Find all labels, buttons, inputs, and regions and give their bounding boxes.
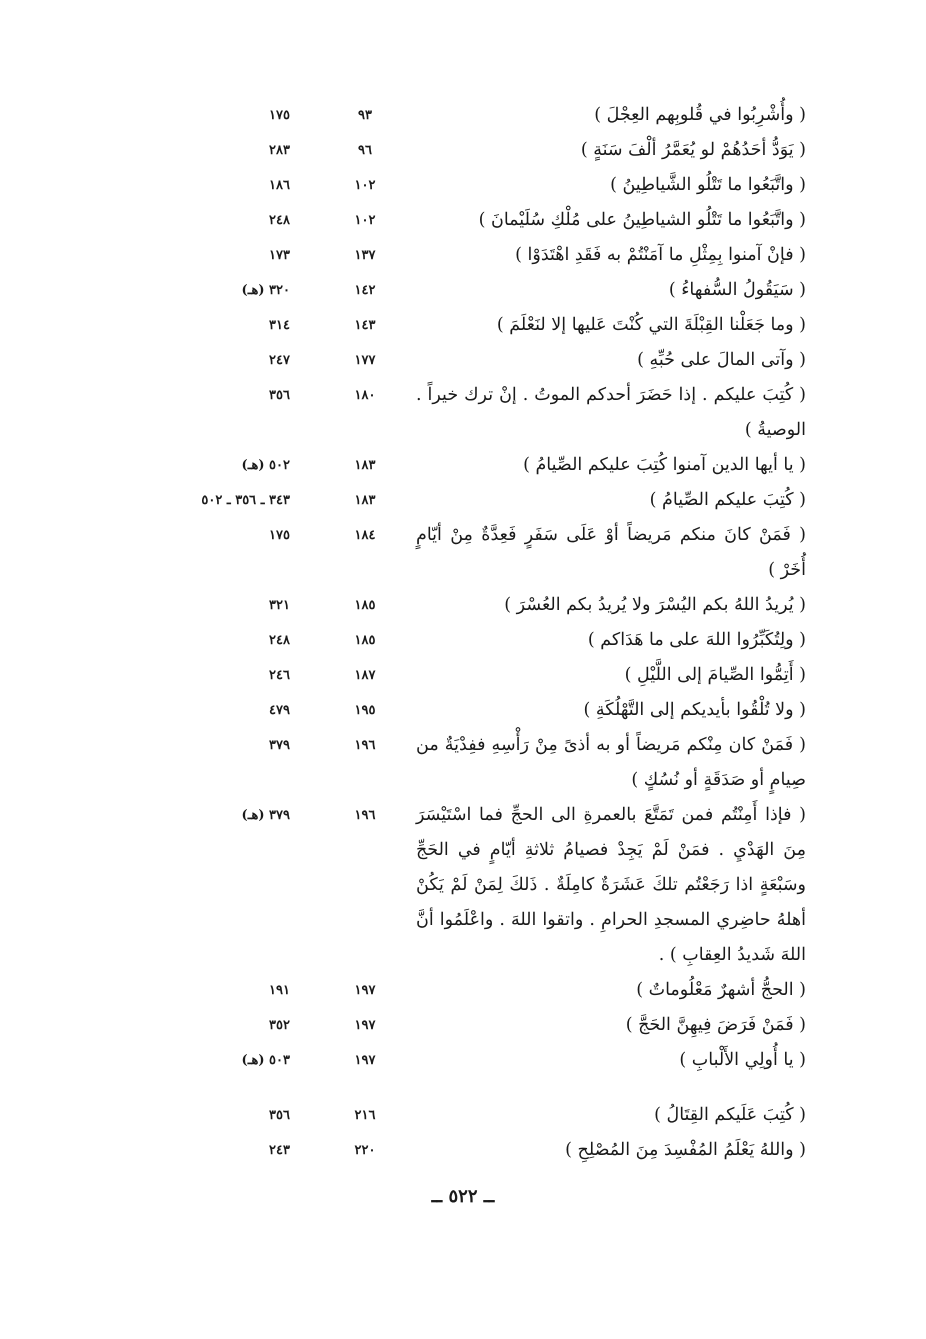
verse-text: ( فإذا أَمِنْتُم فمن تَمَتَّعَ بالعمرةِ الى الحجِّ فما اسْتَيْسَرَ مِنَ الهَدْيِ . فمَنْ لَمْ يَجِدْ فصيامُ ثلاثةِ أيّامٍ في الحَجِّ وسَبْعَةٍ اذا رَجَعْتُم تلكَ عَشَرَةٌ كامِلَةٌ . ذَلكَ لِمَنْ لَمْ يَكُنْ أهلهُ حاضِري المسجدِ الحرامِ . واتقوا اللهَ . واعْلَمُوا أنَّ اللهَ شَديدُ العِقابِ ) . bbox=[416, 805, 806, 965]
verse-text: ( فَمَنْ كان مِنْكم مَريضاً أو به أذىً مِنْ رَأْسِهِ ففِدْيَةٌ من صِيامٍ أو صَدَقَةٍ أو نُسُكٍ ) bbox=[416, 735, 806, 790]
verse-text: ( ولِتُكَبِّرُوا اللهَ على ما هَدَاكم ) bbox=[587, 630, 806, 650]
page-references: ٤٧٩ bbox=[269, 703, 290, 718]
page-references: ٥٠٢ (هـ) bbox=[241, 458, 290, 473]
verse-text: ( وآتى المالَ على حُبِّهِ ) bbox=[637, 350, 806, 370]
ayah-number: ٢٢٠ bbox=[354, 1143, 376, 1158]
verse-text: ( كُتِبَ عَلَيكم القِتَالُ ) bbox=[654, 1105, 806, 1125]
verse-text: ( كُتِبَ عليكم . إذا حَضَرَ أحدكم الموتُ . إنْ ترك خيراً . الوصيةُ ) bbox=[416, 385, 806, 440]
ayah-number: ١٨٣ bbox=[354, 458, 376, 473]
verse-text: ( يا أُولِي الأَلْبابِ ) bbox=[679, 1050, 806, 1070]
ayah-number: ١٠٢ bbox=[354, 178, 376, 193]
verse-text: ( واللهُ يَعْلَمُ المُفْسِدَ مِنَ المُصْلِحِ ) bbox=[565, 1140, 806, 1160]
verse-text: ( واتَّبَعُوا ما تَتْلُو الشَّياطِينُ ) bbox=[610, 175, 806, 195]
ayah-number: ١٤٢ bbox=[354, 283, 376, 298]
ayah-number: ١٣٧ bbox=[354, 248, 376, 263]
page-references: ٢٨٣ bbox=[269, 143, 290, 158]
verse-text: ( يا أيها الدين آمنوا كُتِبَ عليكم الصِّيامُ ) bbox=[523, 455, 806, 475]
verse-text: ( أَتِمُّوا الصِّيامَ إلى اللَّيْلِ ) bbox=[624, 665, 806, 685]
ayah-number: ٢١٦ bbox=[354, 1108, 376, 1123]
page-references: ٣٢٠ (هـ) bbox=[241, 283, 290, 298]
page-references: ١٧٥ bbox=[269, 528, 290, 543]
verse-text: ( فإنْ آمنوا بِمِثْلِ ما آمَنْتُمْ به فَقَدِ اهْتَدَوْا ) bbox=[515, 245, 806, 265]
ayah-number: ١٨٤ bbox=[354, 528, 376, 543]
page-number: ــ ٥٢٢ ــ bbox=[431, 1186, 495, 1207]
verse-text: ( واتَّبَعُوا ما تَتْلُو الشياطِينُ على مُلْكِ سُلَيْمانَ ) bbox=[478, 210, 806, 230]
page-references: ١٨٦ bbox=[269, 178, 290, 193]
page-references: ٣٥٦ bbox=[269, 388, 290, 403]
page-references: ٣٧٩ bbox=[269, 738, 290, 753]
verse-text: ( سَيَقُولُ السُّفهاءُ ) bbox=[668, 280, 806, 300]
page-references: ٥٠٣ (هـ) bbox=[241, 1053, 290, 1068]
page-references: ١٧٣ bbox=[269, 248, 290, 263]
page-references: ٢٤٦ bbox=[269, 668, 290, 683]
ayah-number: ١٨٣ bbox=[354, 493, 376, 508]
page-references: ٣٤٣ ـ ٣٥٦ ـ ٥٠٢ bbox=[201, 493, 290, 508]
ayah-number: ١٨٥ bbox=[354, 598, 376, 613]
ayah-number: ٩٦ bbox=[358, 143, 372, 158]
ayah-number: ١٩٦ bbox=[354, 738, 376, 753]
verse-text: ( وأُشْرِبُوا في قُلوبِهم العِجْلَ ) bbox=[594, 105, 806, 125]
page-references: ١٩١ bbox=[269, 983, 290, 998]
ayah-number: ١٩٧ bbox=[354, 1053, 376, 1068]
verse-text: ( ولا تُلْقُوا بأيديكم إلى التَّهْلُكَةِ ) bbox=[583, 700, 806, 720]
verse-text: ( فَمَنْ فَرَضَ فِيهِنَّ الحَجَّ ) bbox=[625, 1015, 806, 1035]
ayah-number: ١٨٥ bbox=[354, 633, 376, 648]
page-references: ١٧٥ bbox=[269, 108, 290, 123]
verse-text: ( يُريدُ اللهُ بكم اليُسْرَ ولا يُريدُ بكم العُسْرَ ) bbox=[504, 595, 806, 615]
page-references: ٢٤٣ bbox=[269, 1143, 290, 1158]
ayah-number: ١٠٢ bbox=[354, 213, 376, 228]
ayah-number: ١٩٦ bbox=[354, 808, 376, 823]
page-references: ٣٢١ bbox=[269, 598, 290, 613]
page-references: ٢٤٨ bbox=[269, 633, 290, 648]
ayah-number: ١٨٠ bbox=[354, 388, 376, 403]
ayah-number: ١٩٧ bbox=[354, 1018, 376, 1033]
page-references: ٣٧٩ (هـ) bbox=[241, 808, 290, 823]
ayah-number: ١٩٧ bbox=[354, 983, 376, 998]
ayah-number: ١٩٥ bbox=[354, 703, 376, 718]
page-references: ٢٤٧ bbox=[269, 353, 290, 368]
page-references: ٢٤٨ bbox=[269, 213, 290, 228]
page-references: ٣٥٦ bbox=[269, 1108, 290, 1123]
verse-text: ( الحجُّ أشهرٌ مَعْلُوماتٌ ) bbox=[636, 980, 806, 1000]
ayah-number: ٩٣ bbox=[358, 108, 372, 123]
verse-text: ( وما جَعَلْنا القِبْلَةَ التي كُنْتَ عَليها إلا لنَعْلَمَ ) bbox=[496, 315, 806, 335]
page-references: ٣١٤ bbox=[269, 318, 290, 333]
verse-text: ( فَمَنْ كانَ منكم مَريضاً أوْ عَلَى سَفَرٍ فَعِدَّةٌ مِنْ أيّامٍ أُخَرْ ) bbox=[416, 525, 806, 580]
ayah-number: ١٧٧ bbox=[354, 353, 376, 368]
verse-text: ( يَوَدُّ أحَدُهُمْ لو يُعَمَّرُ ألْفَ سَنَةٍ ) bbox=[580, 140, 806, 160]
verse-text: ( كُتِبَ عليكم الصِّيامُ ) bbox=[649, 490, 806, 510]
ayah-number: ١٤٣ bbox=[354, 318, 376, 333]
page-references: ٣٥٢ bbox=[269, 1018, 290, 1033]
ayah-number: ١٨٧ bbox=[354, 668, 376, 683]
